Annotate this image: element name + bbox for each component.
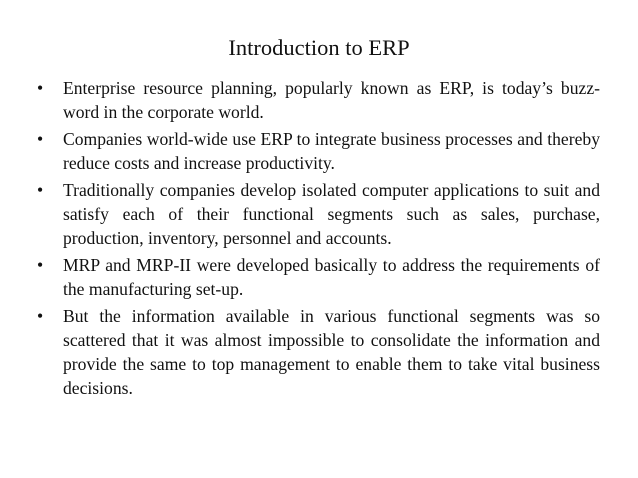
bullet-list: [36, 76, 600, 403]
bullet-item: [36, 178, 600, 250]
bullet-dot-icon: •: [37, 129, 44, 149]
bullet-dot-icon: •: [37, 255, 44, 275]
bullet-item: [36, 127, 600, 175]
slide-title: Introduction to ERP: [228, 35, 410, 60]
bullet-dot-icon: •: [37, 306, 44, 326]
bullet-text: Companies world-wide use ERP to integrate business processes and thereby reduce costs and increase productivity.: [63, 129, 600, 173]
bullet-item: [36, 76, 600, 124]
bullet-text: Enterprise resource planning, popularly known as ERP, is today’s buzz-word in the corporate world.: [63, 78, 600, 122]
bullet-text: Traditionally companies develop isolated computer applications to suit and satisfy each of their functional segments such as sales, purchase, production, inventory, personnel and accounts.: [63, 180, 600, 248]
bullet-text: But the information available in various functional segments was so scattered that it was almost impossible to consolidate the information and provide the same to top management to enable them to take vital business decisions.: [63, 306, 600, 398]
bullet-text: MRP and MRP-II were developed basically to address the requirements of the manufacturing set-up.: [63, 255, 600, 299]
bullet-item: [36, 304, 600, 400]
bullet-dot-icon: •: [37, 78, 44, 98]
bullet-dot-icon: •: [37, 180, 44, 200]
bullet-item: [36, 253, 600, 301]
